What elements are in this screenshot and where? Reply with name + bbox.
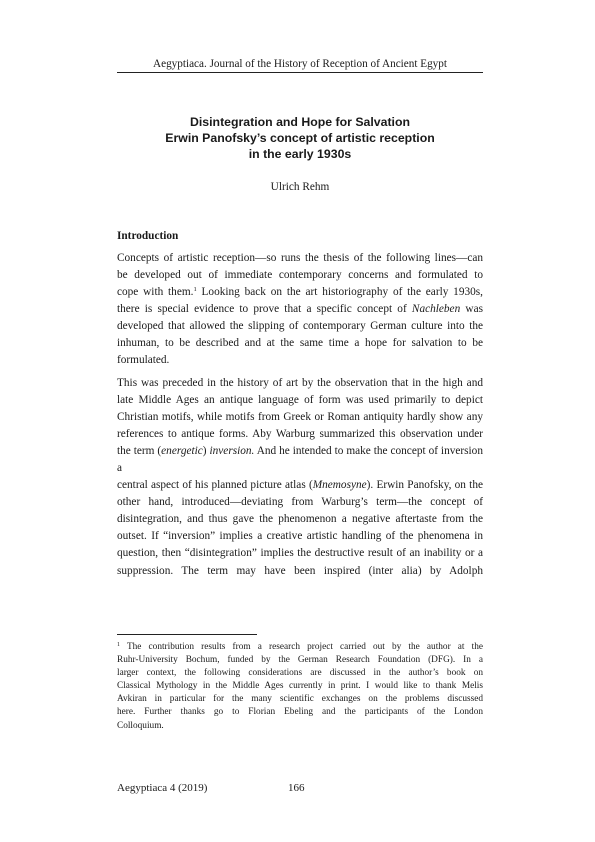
footnote-line: here. Further thanks go to Florian Ebeling and the participants of the London xyxy=(117,707,483,718)
text-line: references to antique forms. Aby Warburg summarized this observation under xyxy=(117,428,483,441)
text-line: there is special evidence to prove that a specific concept of Nachleben was xyxy=(117,303,483,316)
text-line: Christian motifs, while motifs from Greek or Roman antiquity hardly show any xyxy=(117,411,483,424)
text-line: central aspect of his planned picture atlas (Mnemosyne). Erwin Panofsky, on the xyxy=(117,479,483,492)
text-line: developed that allowed the slipping of contemporary German culture into the xyxy=(117,320,483,333)
paragraph-intro-2 xyxy=(117,375,483,580)
page-number: 166 xyxy=(288,782,305,794)
text-line: inhuman, to be described and at the same time a hope for salvation to be xyxy=(117,337,483,350)
running-header: Aegyptiaca. Journal of the History of Reception of Ancient Egypt xyxy=(117,57,483,73)
title-line: Erwin Panofsky’s concept of artistic reception xyxy=(165,131,435,145)
text-line: outset. If “inversion” implies a creative artistic handling of the phenomena in xyxy=(117,530,483,543)
footnote-1 xyxy=(117,641,483,733)
text-line: suppression. The term may have been inspired (inter alia) by Adolph xyxy=(117,564,483,577)
title-line: in the early 1930s xyxy=(248,147,352,161)
text-line: the term (energetic) inversion. And he intended to make the concept of inversion a xyxy=(117,445,483,475)
title-line: Disintegration and Hope for Salvation xyxy=(190,115,410,129)
text-line: late Middle Ages an antique language of form was used primarily to depict xyxy=(117,394,483,407)
footnote-marker: 1 xyxy=(117,642,120,648)
paragraph-intro-1 xyxy=(117,250,483,369)
text-line: Concepts of artistic reception—so runs the thesis of the following lines—can xyxy=(117,252,483,264)
article-title xyxy=(117,114,483,162)
section-heading: Introduction xyxy=(117,230,179,242)
footer-journal-issue: Aegyptiaca 4 (2019) xyxy=(117,782,208,794)
text-line: formulated. xyxy=(117,354,170,367)
author-name: Ulrich Rehm xyxy=(270,181,330,193)
text-line: other hand, introduced—deviating from Warburg’s term—the concept of xyxy=(117,496,483,509)
text-line: cope with them.$^1$ Looking back on the art historiography of the early 1930s, xyxy=(117,286,483,299)
text-line: This was preceded in the history of art by the observation that in the high and xyxy=(117,377,483,389)
footnote-line: Ruhr-University Bochum, funded by the German Research Foundation (DFG). In a xyxy=(117,655,483,666)
text-line: disintegration, and thus gave the phenomenon a negative aftertaste from the xyxy=(117,513,483,526)
footnote-line: $^1$ The contribution results from a research project carried out by the author at the xyxy=(117,642,483,652)
footnote-line: Colloquium. xyxy=(117,720,164,731)
text-line: be developed out of immediate contemporary concerns and formulated to xyxy=(117,269,483,282)
footnote-divider xyxy=(117,634,257,635)
text-line: question, then “disintegration” implies the destructive result of an inability or a xyxy=(117,547,483,560)
footnote-reference[interactable]: 1 xyxy=(193,286,197,294)
footnote-line: Avkiran in particular for the many scientific exchanges on the problems discussed xyxy=(117,694,483,705)
footnote-line: Classical Mythology in the Middle Ages currently in print. I would like to thank Melis xyxy=(117,681,483,692)
footnote-line: larger context, the following considerations are discussed in the author’s book on xyxy=(117,668,483,679)
